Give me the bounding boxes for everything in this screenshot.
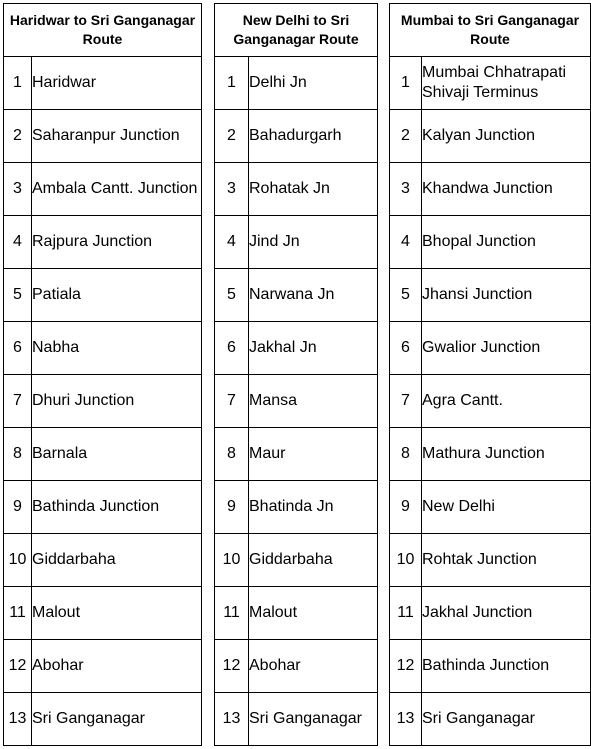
station-name: Gwalior Junction — [422, 322, 591, 375]
station-row — [4, 216, 202, 269]
station-number: 6 — [4, 322, 32, 375]
station-number: 6 — [390, 322, 422, 375]
station-row — [4, 534, 202, 587]
station-row — [4, 587, 202, 640]
station-name: Nabha — [32, 322, 202, 375]
station-row — [390, 110, 591, 163]
station-number: 4 — [390, 216, 422, 269]
station-name: Sri Ganganagar — [32, 693, 202, 746]
station-name: Sri Ganganagar — [249, 693, 378, 746]
station-name: Dhuri Junction — [32, 375, 202, 428]
station-row — [215, 481, 378, 534]
header-row — [390, 4, 591, 57]
station-row — [4, 693, 202, 746]
station-row — [390, 269, 591, 322]
station-number: 8 — [215, 428, 249, 481]
station-number: 10 — [4, 534, 32, 587]
station-number: 9 — [390, 481, 422, 534]
station-name: Bahadurgarh — [249, 110, 378, 163]
station-row — [215, 163, 378, 216]
station-row — [390, 57, 591, 110]
station-number: 2 — [4, 110, 32, 163]
station-number: 10 — [390, 534, 422, 587]
station-number: 13 — [4, 693, 32, 746]
station-row — [390, 693, 591, 746]
station-number: 2 — [390, 110, 422, 163]
station-name: Jhansi Junction — [422, 269, 591, 322]
station-name: Rohtak Junction — [422, 534, 591, 587]
station-number: 3 — [215, 163, 249, 216]
station-name: Giddarbaha — [32, 534, 202, 587]
route-table-haridwar — [3, 3, 202, 746]
station-number: 13 — [215, 693, 249, 746]
station-name: Delhi Jn — [249, 57, 378, 110]
station-number: 9 — [4, 481, 32, 534]
station-name: Giddarbaha — [249, 534, 378, 587]
route-tables — [3, 3, 591, 746]
station-number: 7 — [4, 375, 32, 428]
station-name: Agra Cantt. — [422, 375, 591, 428]
header-row — [215, 4, 378, 57]
station-row — [215, 693, 378, 746]
station-name: New Delhi — [422, 481, 591, 534]
station-row — [4, 428, 202, 481]
station-number: 13 — [390, 693, 422, 746]
station-number: 1 — [4, 57, 32, 110]
route-title: New Delhi to Sri Ganganagar Route — [215, 4, 378, 57]
station-number: 5 — [390, 269, 422, 322]
station-name: Narwana Jn — [249, 269, 378, 322]
station-name: Haridwar — [32, 57, 202, 110]
station-row — [390, 163, 591, 216]
station-name: Kalyan Junction — [422, 110, 591, 163]
station-row — [4, 375, 202, 428]
station-row — [390, 640, 591, 693]
route-table-mumbai — [389, 3, 591, 746]
station-number: 9 — [215, 481, 249, 534]
station-number: 11 — [4, 587, 32, 640]
station-number: 4 — [4, 216, 32, 269]
station-row — [215, 587, 378, 640]
station-number: 7 — [215, 375, 249, 428]
station-name: Rohatak Jn — [249, 163, 378, 216]
station-row — [4, 269, 202, 322]
route-title: Haridwar to Sri Ganganagar Route — [4, 4, 202, 57]
station-number: 5 — [215, 269, 249, 322]
station-number: 6 — [215, 322, 249, 375]
station-row — [4, 57, 202, 110]
station-number: 3 — [390, 163, 422, 216]
station-row — [390, 375, 591, 428]
station-row — [215, 375, 378, 428]
station-number: 2 — [215, 110, 249, 163]
station-row — [215, 110, 378, 163]
station-name: Jakhal Junction — [422, 587, 591, 640]
station-name: Sri Ganganagar — [422, 693, 591, 746]
station-row — [215, 322, 378, 375]
station-name: Barnala — [32, 428, 202, 481]
station-number: 5 — [4, 269, 32, 322]
station-row — [4, 322, 202, 375]
station-number: 8 — [4, 428, 32, 481]
station-name: Bhopal Junction — [422, 216, 591, 269]
route-title: Mumbai to Sri Ganganagar Route — [390, 4, 591, 57]
station-name: Abohar — [32, 640, 202, 693]
station-number: 11 — [215, 587, 249, 640]
station-name: Mathura Junction — [422, 428, 591, 481]
station-row — [390, 481, 591, 534]
station-row — [390, 216, 591, 269]
station-name: Saharanpur Junction — [32, 110, 202, 163]
station-name: Abohar — [249, 640, 378, 693]
station-name: Mumbai Chhatrapati Shivaji Terminus — [422, 57, 591, 110]
station-number: 4 — [215, 216, 249, 269]
station-row — [390, 534, 591, 587]
station-name: Jakhal Jn — [249, 322, 378, 375]
station-row — [215, 534, 378, 587]
station-name: Bathinda Junction — [32, 481, 202, 534]
station-row — [4, 481, 202, 534]
station-name: Malout — [32, 587, 202, 640]
station-row — [4, 163, 202, 216]
station-name: Bhatinda Jn — [249, 481, 378, 534]
station-row — [4, 640, 202, 693]
header-row — [4, 4, 202, 57]
station-number: 7 — [390, 375, 422, 428]
station-name: Patiala — [32, 269, 202, 322]
station-row — [215, 428, 378, 481]
route-table-new-delhi — [214, 3, 378, 746]
station-name: Maur — [249, 428, 378, 481]
station-name: Jind Jn — [249, 216, 378, 269]
station-number: 8 — [390, 428, 422, 481]
station-number: 1 — [390, 57, 422, 110]
station-number: 10 — [215, 534, 249, 587]
station-name: Malout — [249, 587, 378, 640]
station-row — [4, 110, 202, 163]
station-name: Rajpura Junction — [32, 216, 202, 269]
station-row — [390, 428, 591, 481]
station-number: 12 — [215, 640, 249, 693]
station-number: 12 — [390, 640, 422, 693]
station-number: 1 — [215, 57, 249, 110]
station-name: Mansa — [249, 375, 378, 428]
station-name: Bathinda Junction — [422, 640, 591, 693]
station-number: 3 — [4, 163, 32, 216]
station-row — [215, 269, 378, 322]
station-row — [215, 216, 378, 269]
station-row — [215, 57, 378, 110]
station-row — [390, 587, 591, 640]
station-row — [390, 322, 591, 375]
station-row — [215, 640, 378, 693]
station-number: 12 — [4, 640, 32, 693]
station-name: Khandwa Junction — [422, 163, 591, 216]
station-name: Ambala Cantt. Junction — [32, 163, 202, 216]
station-number: 11 — [390, 587, 422, 640]
